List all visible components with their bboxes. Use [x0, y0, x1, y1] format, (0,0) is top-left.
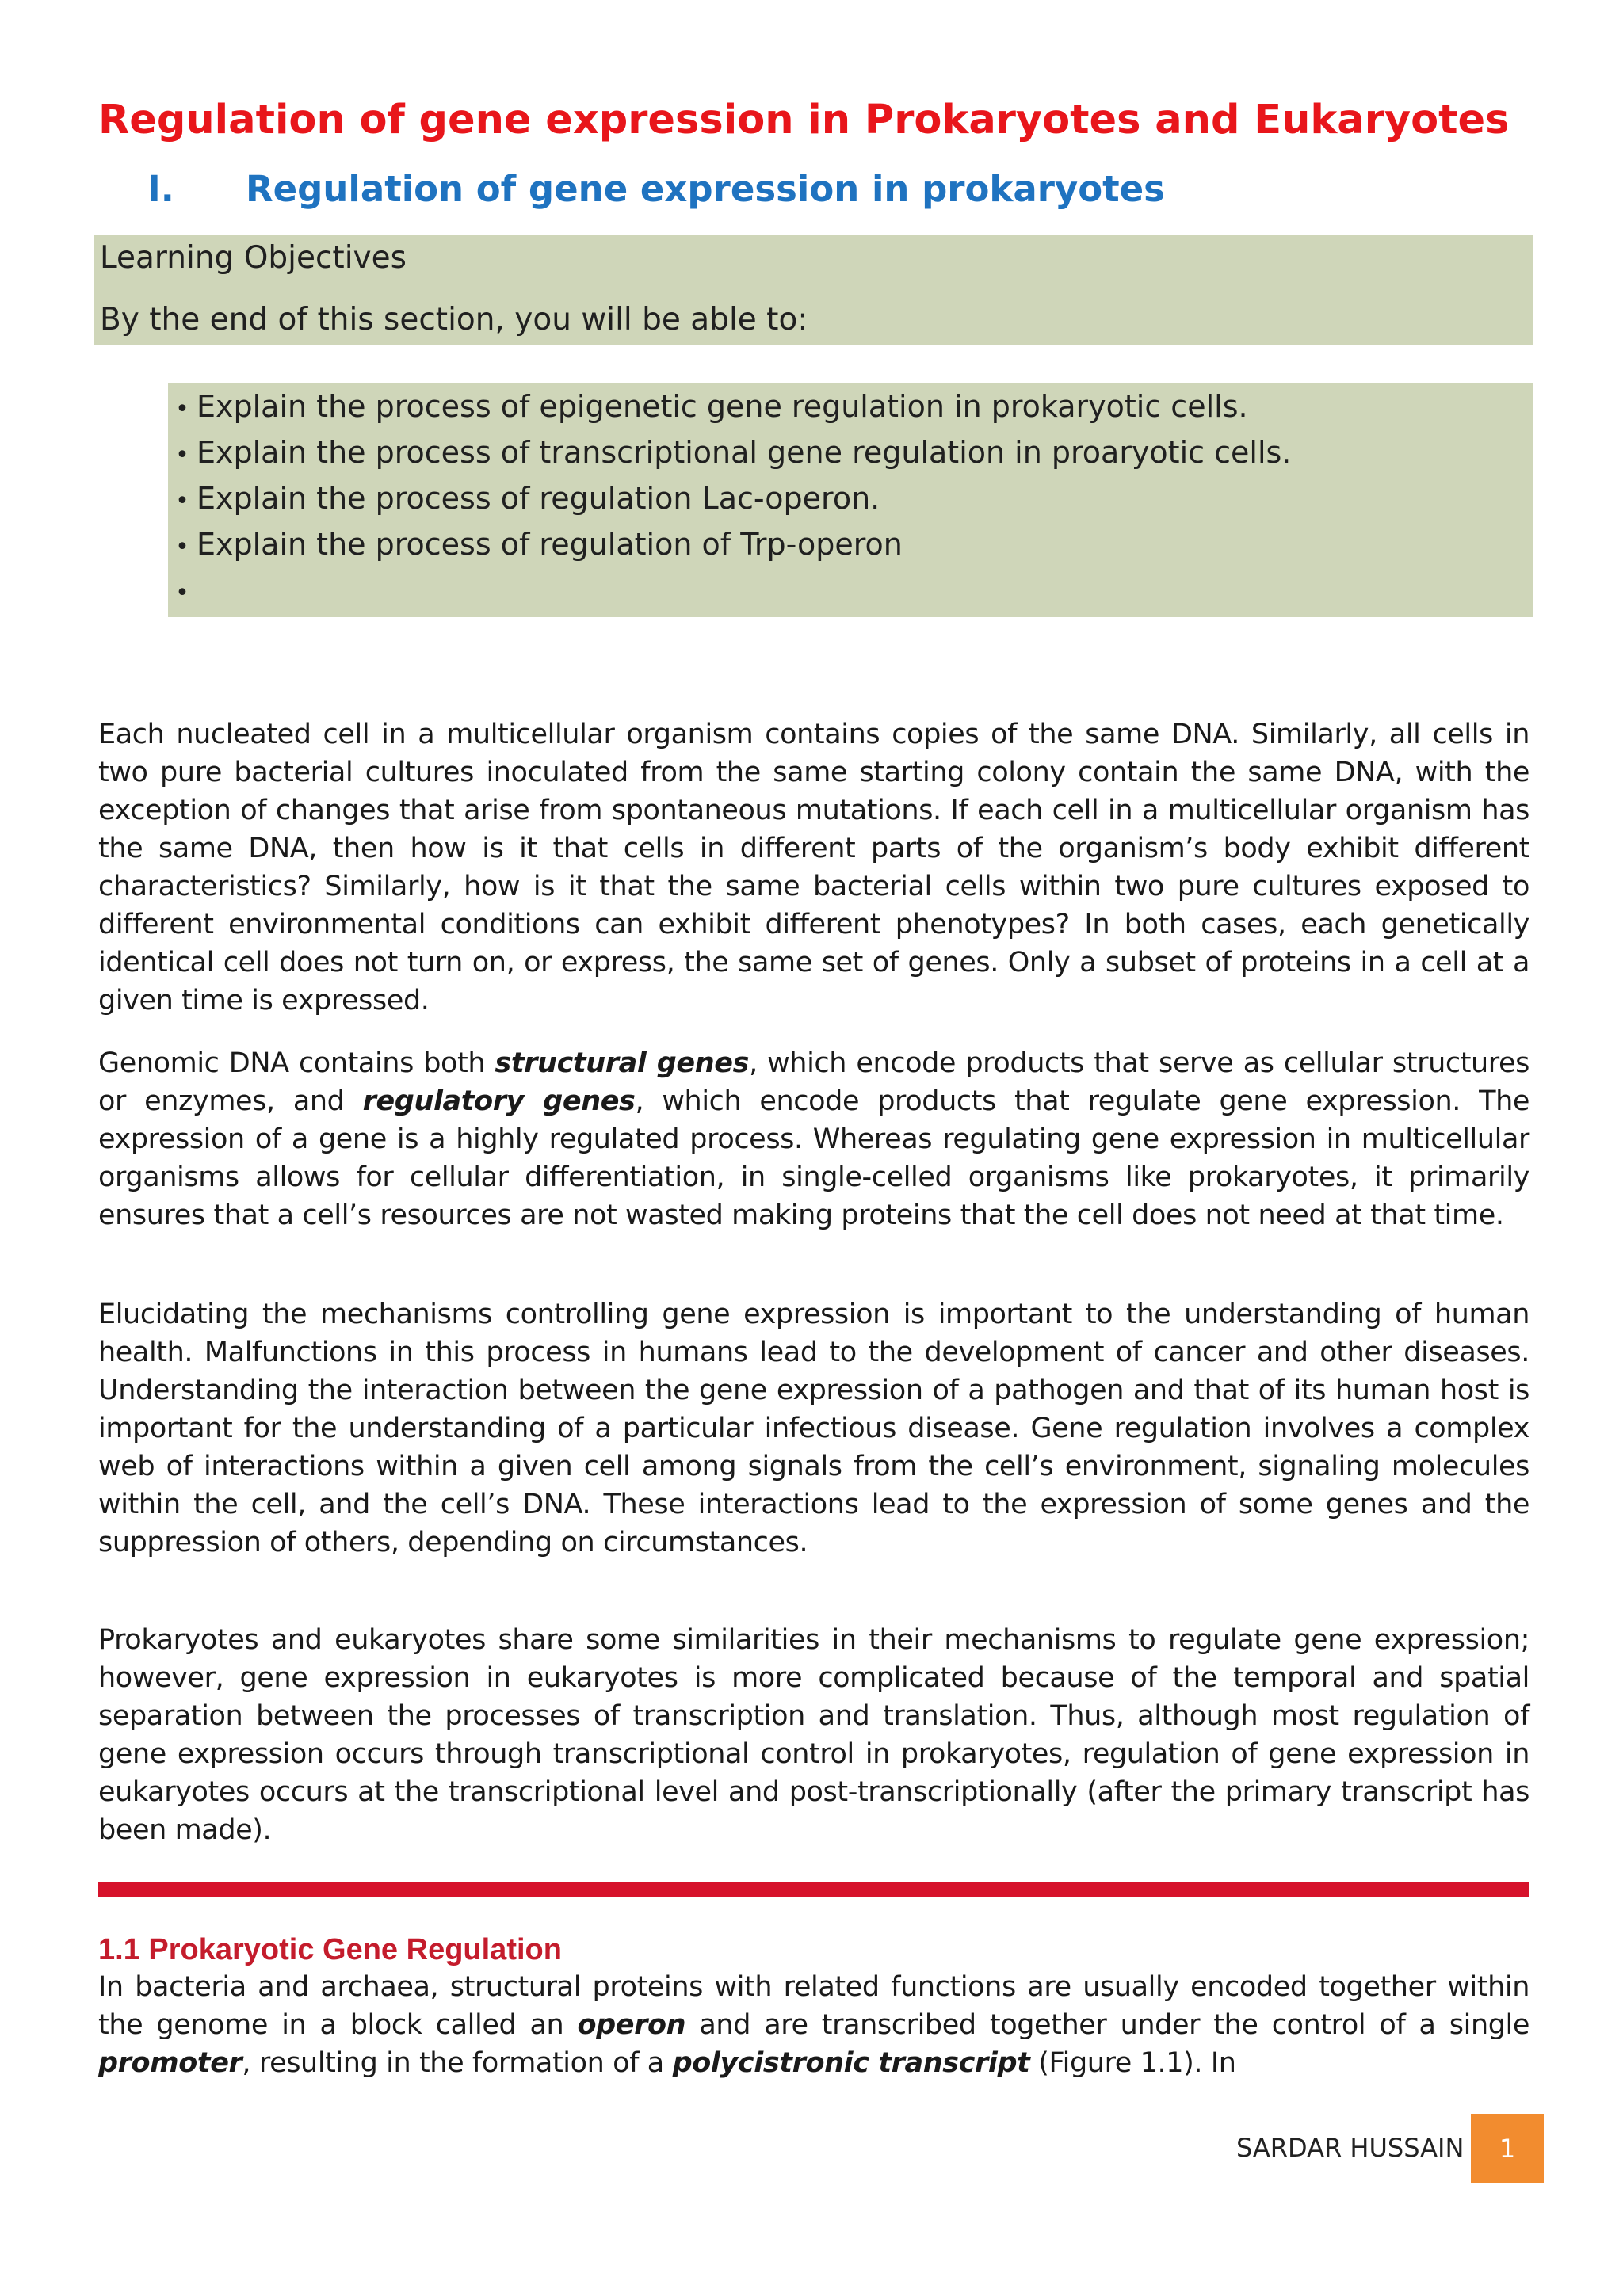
- term-structural-genes: structural genes: [495, 1047, 750, 1079]
- paragraph-2-text: Genomic DNA contains both: [98, 1047, 495, 1079]
- paragraph-5-text: (Figure 1.1). In: [1029, 2047, 1236, 2079]
- paragraph-4: Prokaryotes and eukaryotes share some similarities in their mechanisms to regulate gene expression; however, gene expression in eukaryotes is more complicated because of the temporal and spatial separation between the processes of transcription and translation. Thus, although most regulation of gene expression occurs through transcriptional control in prokaryotes, regulation of gene expression in eukaryotes occurs at the transcriptional level and post-transcriptionally (after the primary transcript has been made).: [98, 1624, 1529, 1846]
- bullet-icon: •: [175, 487, 189, 515]
- paragraph-3: Elucidating the mechanisms controlling gene expression is important to the understanding of human health. Malfunctions in this process in humans lead to the development of cancer and other diseases. Understanding the interaction between the gene expression of a pathogen and that of its human host is important for the understanding of a particular infectious disease. Gene regulation involves a complex web of interactions within a given cell among signals from the cell’s environment, signaling molecules within the cell, and the cell’s DNA. These interactions lead to the expression of some genes and the suppression of others, depending on circumstances.: [98, 1299, 1529, 1558]
- section-heading: [147, 168, 1165, 210]
- learning-objectives-title: Learning Objectives: [100, 240, 407, 276]
- paragraph-2-text: , which encode products that serve as cellular structures or enzymes, and: [98, 1047, 1529, 1117]
- objective-text: Explain the process of regulation of Trp-operon: [197, 527, 903, 562]
- section-divider: [98, 1882, 1529, 1897]
- footer-author: SARDAR HUSSAIN: [1236, 2133, 1465, 2163]
- objective-text: Explain the process of regulation Lac-operon.: [197, 481, 880, 516]
- objective-item: [168, 383, 1248, 429]
- paragraph-5: [98, 1968, 1529, 2082]
- page-number-badge: 1: [1471, 2114, 1544, 2183]
- paragraph-5-text: , resulting in the formation of a: [242, 2047, 673, 2079]
- paragraph-5-text: In bacteria and archaea, structural proteins with related functions are usually encoded together within the genome in a block called an: [98, 1971, 1529, 2041]
- paragraph-5-text: and are transcribed together under the control of a single: [685, 2009, 1530, 2041]
- bullet-icon: •: [175, 441, 189, 469]
- paragraph-1: Each nucleated cell in a multicellular organism contains copies of the same DNA. Similarly, all cells in two pure bacterial cultures inoculated from the same starting colony contain the same DNA, with the exception of changes that arise from spontaneous mutations. If each cell in a multicellular organism has the same DNA, then how is it that cells in different parts of the organism’s body exhibit different characteristics? Similarly, how is it that the same bacterial cells within two pure cultures exposed to different environmental conditions can exhibit different phenotypes? In both cases, each genetically identical cell does not turn on, or express, the same set of genes. Only a subset of proteins in a cell at a given time is expressed.: [98, 719, 1529, 1016]
- objectives-list-box: [168, 383, 1533, 617]
- objective-item: [168, 521, 903, 567]
- term-promoter: promoter: [98, 2047, 242, 2079]
- subsection-heading: 1.1 Prokaryotic Gene Regulation: [98, 1933, 562, 1966]
- objective-item: [168, 567, 197, 613]
- bullet-icon: •: [175, 395, 189, 423]
- term-regulatory-genes: regulatory genes: [362, 1085, 636, 1117]
- paragraph-2: [98, 1044, 1529, 1234]
- bullet-icon: •: [175, 533, 189, 561]
- paragraph-2-text: , which encode products that regulate gene expression. The expression of a gene is a highly regulated process. Whereas regulating gene expression in multicellular organisms allows for cellular differentiation, in single-celled organisms like prokaryotes, it primarily ensures that a cell’s resources are not wasted making proteins that the cell does not need at that time.: [98, 1085, 1529, 1231]
- section-title: Regulation of gene expression in prokaryotes: [246, 168, 1165, 210]
- objective-text: Explain the process of epigenetic gene regulation in prokaryotic cells.: [197, 389, 1248, 424]
- learning-objectives-intro: By the end of this section, you will be able to:: [100, 302, 808, 338]
- term-polycistronic-transcript: polycistronic transcript: [672, 2047, 1030, 2079]
- objective-text: Explain the process of transcriptional gene regulation in proaryotic cells.: [197, 435, 1292, 470]
- learning-objectives-box: [94, 235, 1533, 345]
- main-title: Regulation of gene expression in Prokaryotes and Eukaryotes: [98, 97, 1510, 143]
- bullet-icon: •: [175, 579, 189, 607]
- objective-item: [168, 475, 880, 521]
- term-operon: operon: [577, 2009, 686, 2041]
- objective-item: [168, 429, 1291, 475]
- section-number: I.: [147, 168, 174, 210]
